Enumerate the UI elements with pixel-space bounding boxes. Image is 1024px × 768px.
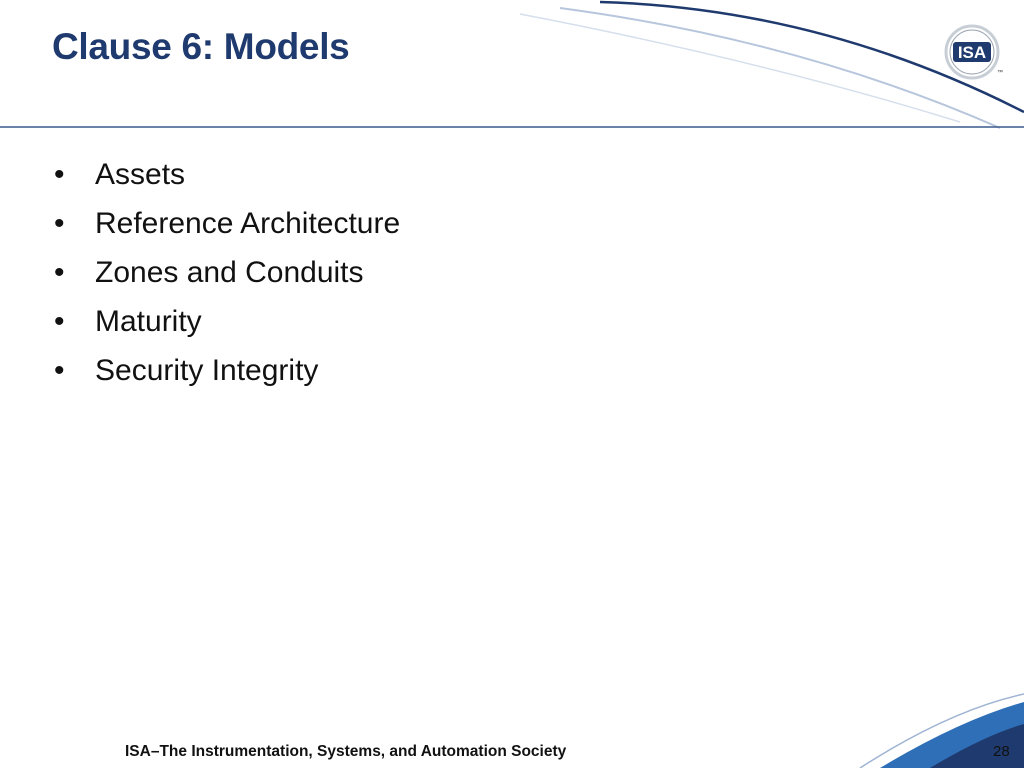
bullet-text: Security Integrity [95, 354, 319, 387]
bullet-text: Assets [95, 158, 186, 191]
isa-logo-icon [944, 24, 1004, 84]
logo-text: ISA [957, 43, 987, 62]
bullet-dot: • [54, 305, 65, 338]
bullet-item [48, 305, 400, 354]
bullet-item [48, 207, 400, 256]
bullet-item [48, 256, 400, 305]
bullet-text: Maturity [95, 305, 202, 338]
bullet-text: Reference Architecture [95, 207, 401, 240]
bullet-dot: • [54, 158, 65, 191]
footer-society-name: ISA–The Instrumentation, Systems, and Automation Society [125, 743, 567, 760]
bullet-item [48, 158, 400, 207]
bullet-list [48, 158, 400, 403]
header-decoration [0, 0, 1024, 140]
svg-text:™: ™ [997, 70, 1003, 76]
bullet-item [48, 354, 400, 403]
bullet-dot: • [54, 256, 65, 289]
bullet-text: Zones and Conduits [95, 256, 364, 289]
slide-title: Clause 6: Models [52, 26, 350, 67]
bullet-dot: • [54, 354, 65, 387]
bullet-dot: • [54, 207, 65, 240]
page-number: 28 [993, 743, 1010, 760]
